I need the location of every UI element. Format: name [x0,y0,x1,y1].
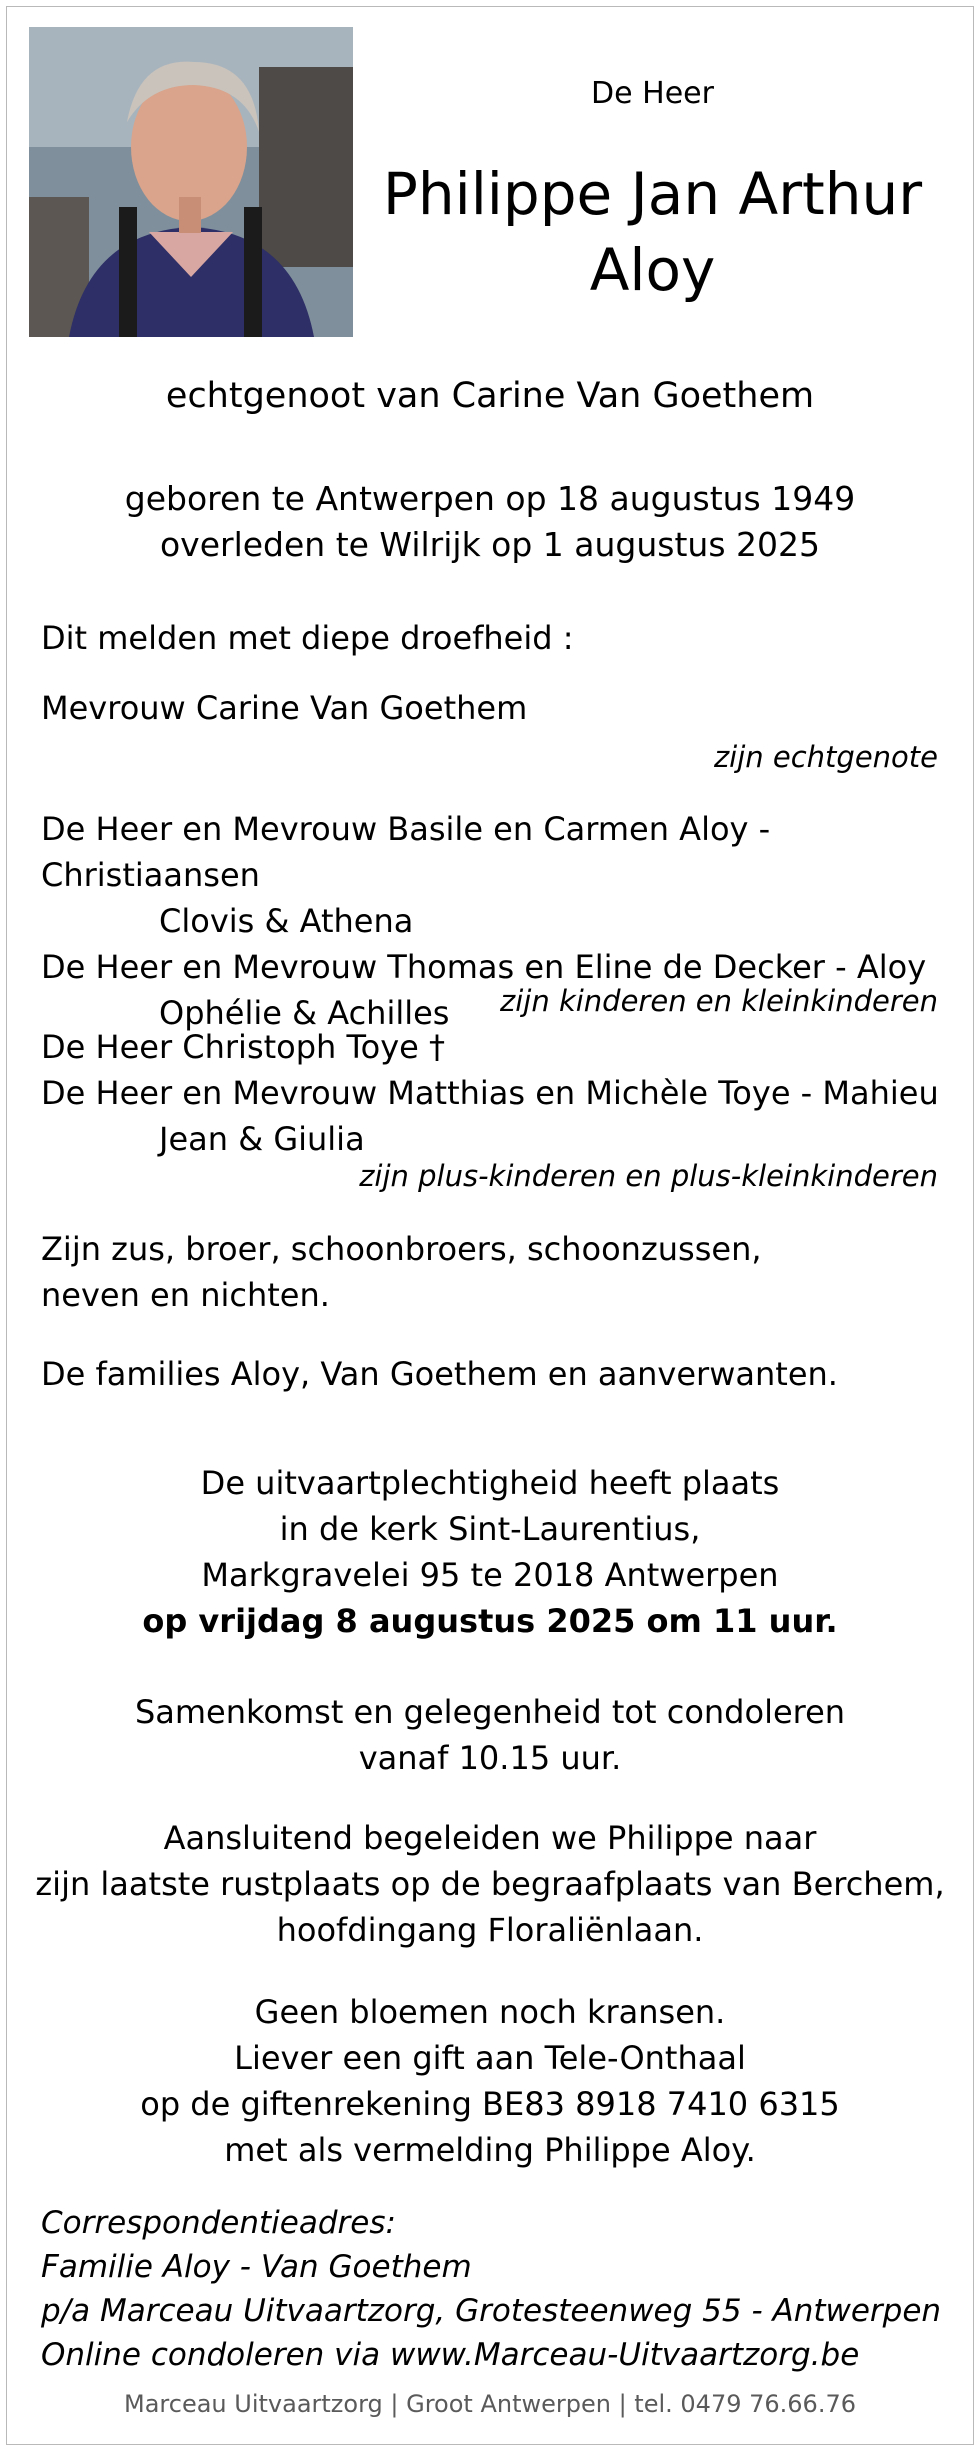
flowers-line-4: met als vermelding Philippe Aloy. [224,2131,756,2169]
burial-line-1: Aansluitend begeleiden we Philippe naar [163,1819,817,1857]
plus-children-block [41,1024,961,1162]
burial-line-2: zijn laatste rustplaats op de begraafplaats van Berchem, [35,1865,945,1903]
correspondence-family: Familie Aloy - Van Goethem [41,2249,472,2285]
announcement: Dit melden met diepe droefheid : [41,619,574,657]
plus-grandchildren: Jean & Giulia [159,1120,365,1158]
plus-child-1: De Heer Christoph Toye † [41,1028,445,1066]
burial-block [0,1815,980,1953]
correspondence-block [41,2201,941,2377]
name-line-2: Aloy [589,236,716,304]
spouse-name: Mevrouw Carine Van Goethem [41,689,528,727]
ceremony-block [0,1460,980,1644]
spouse-role: zijn echtgenote [713,740,938,774]
flowers-line-1: Geen bloemen noch kransen. [254,1993,726,2031]
child-2: De Heer en Mevrouw Thomas en Eline de Decker - Aloy [41,948,927,986]
birth-line: geboren te Antwerpen op 18 augustus 1949 [124,479,856,518]
ceremony-line-1: De uitvaartplechtigheid heeft plaats [200,1464,780,1502]
children-role: zijn kinderen en kleinkinderen [500,984,938,1018]
ceremony-line-2: in de kerk Sint-Laurentius, [279,1510,701,1548]
flowers-line-2: Liever een gift aan Tele-Onthaal [234,2039,746,2077]
correspondence-address: p/a Marceau Uitvaartzorg, Grotesteenweg 55 - Antwerpen [41,2293,942,2329]
ceremony-line-3: Markgravelei 95 te 2018 Antwerpen [201,1556,779,1594]
flowers-block [0,1989,980,2173]
grandchildren-1: Clovis & Athena [159,902,414,940]
spouse-line: echtgenoot van Carine Van Goethem [165,376,815,416]
name-line-1: Philippe Jan Arthur [382,160,923,228]
honorific: De Heer [591,76,714,111]
gathering-line-1: Samenkomst en gelegenheid tot condoleren [134,1693,846,1731]
burial-line-3: hoofdingang Floraliënlaan. [276,1911,704,1949]
families-line: De families Aloy, Van Goethem en aanverwanten. [41,1355,838,1393]
gathering-block [0,1689,980,1781]
dates-block [0,476,980,568]
deceased-name [370,156,935,308]
plus-child-2: De Heer en Mevrouw Matthias en Michèle Toye - Mahieu [41,1074,939,1112]
child-1: De Heer en Mevrouw Basile en Carmen Aloy - Christiaansen [41,810,771,894]
siblings-line-2: neven en nichten. [41,1276,330,1314]
grandchildren-2: Ophélie & Achilles [159,994,450,1032]
portrait-photo [29,27,353,337]
online-condolence-link[interactable]: Online condoleren via www.Marceau-Uitvaartzorg.be [41,2337,860,2373]
gathering-line-2: vanaf 10.15 uur. [358,1739,622,1777]
siblings-line-1: Zijn zus, broer, schoonbroers, schoonzussen, [41,1230,762,1268]
correspondence-heading: Correspondentieadres: [41,2205,396,2241]
death-line: overleden te Wilrijk op 1 augustus 2025 [159,525,821,564]
flowers-line-3: op de giftenrekening BE83 8918 7410 6315 [140,2085,840,2123]
plus-children-role: zijn plus-kinderen en plus-kleinkinderen [359,1159,938,1193]
ceremony-datetime: op vrijdag 8 augustus 2025 om 11 uur. [142,1602,838,1640]
footer-funeral-home: Marceau Uitvaartzorg | Groot Antwerpen | tel. 0479 76.66.76 [124,2390,856,2418]
siblings-block [41,1226,762,1318]
